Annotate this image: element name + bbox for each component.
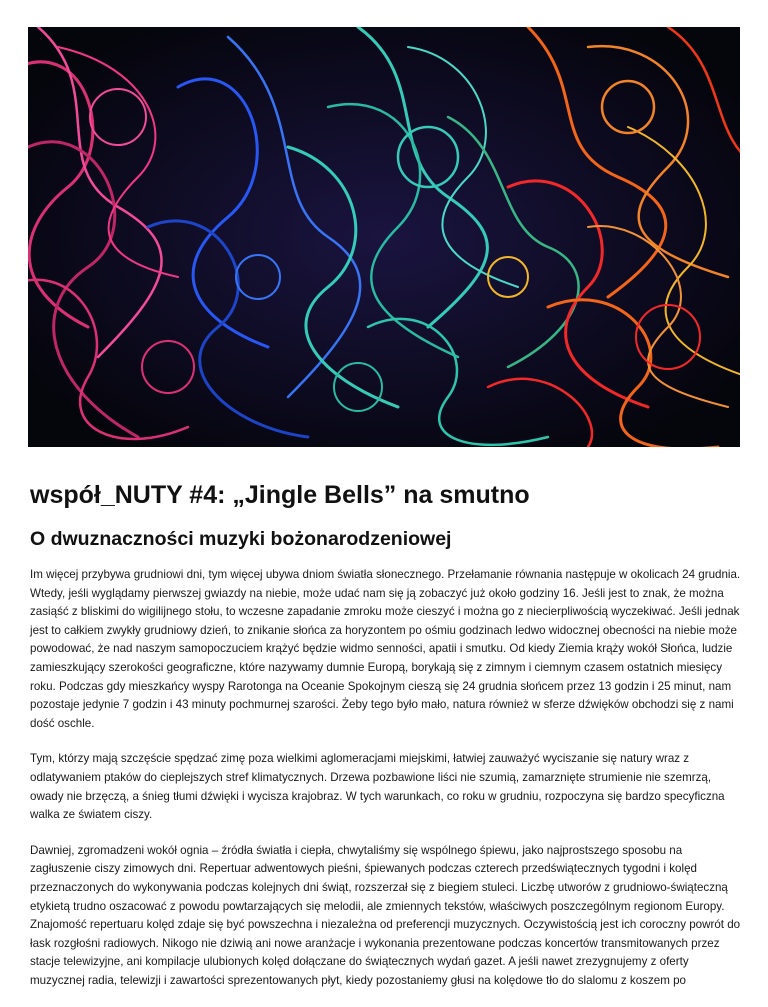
article-subtitle: O dwuznaczności muzyki bożonarodzeniowej — [30, 528, 452, 550]
hero-image — [28, 27, 740, 447]
paragraph: Dawniej, zgromadzeni wokół ognia – źródła światła i ciepła, chwytaliśmy się wspólnego śpiewu, jako najprostszego sposobu na zagłuszenie ciszy zimowych dni. Repertuar adwentowych pieśni, śpiewanych podczas czterech przedświątecznych tygodni i kolęd przeznaczonych do wykonywania podczas kolejnych dni świąt, rozszerzał się z biegiem stuleci. Liczbę utworów z grudniowo-świąteczną etykietą trudno oszacować z powodu powtarzających się melodii, ale zmiennych tekstów, właściwych poszczególnym regionom Europy. Znajomość repertuaru kolęd zdaje się być powszechna i niezależna od preferencji muzycznych. Oczywistością jest ich coroczny powrót do łask rozgłośni radiowych. Nikogo nie dziwią ani nowe aranżacje i wykonania prezentowane podczas koncertów transmitowanych przez stacje telewizyjne, ani kompilacje ulubionych kolęd dołączane do świątecznych wydań gazet. A jeśli nawet zrezygnujemy z oferty muzycznej radia, telewizji i zawartości sprezentowanych płyt, kiedy pozostaniemy głusi na kolędowe tło do slalomu z koszem po — [30, 843, 741, 987]
paragraph: Im więcej przybywa grudniowi dni, tym więcej ubywa dniom światła słonecznego. Przełamanie równania następuje w okolicach 24 grudnia. Wtedy, jeśli wyglądamy pierwszej gwiazdy na niebie, może udać nam się ją zobaczyć już około godziny 16. Jeśli jest to znak, że można zasiąść z bliskimi do wigilijnego stołu, to wczesne zapadanie zmroku może cieszyć i można go z niecierpliwością wyczekiwać. Jeśli jednak jest to całkiem zwykły grudniowy dzień, to znikanie słońca za horyzontem po ośmiu godzinach ledwo widocznej obecności na niebie może powodować, że nad naszym samopoczuciem krążyć będzie widmo senności, apatii i smutku. Od kiedy Ziemia krąży wokół Słońca, ludzie zamieszkujący szerokości geograficzne, które nazywamy dumnie Europą, borykają się z zimnym i ciemnym czasem ostatnich miesięcy roku. Podczas gdy mieszkańcy wyspy Rarotonga na Oceanie Spokojnym cieszą się 24 grudnia słońcem przez 13 godzin i 25 minut, nam pozostaje jedynie 7 godzin i 43 minuty pochmurnej szarości. Żeby tego było mało, natura również w sferze dźwięków obchodzi się z nami dość oschle. — [30, 568, 741, 730]
article — [30, 478, 742, 1007]
article-title: współ_NUTY #4: „Jingle Bells” na smutno — [30, 481, 530, 509]
light-trails-illustration — [28, 27, 740, 447]
paragraph: Tym, którzy mają szczęście spędzać zimę poza wielkimi aglomeracjami miejskimi, łatwiej zauważyć wyciszanie się natury wraz z odlatywaniem ptaków do cieplejszych stref klimatycznych. Drzewa pozbawione liści nie szumią, zamarznięte strumienie nie szemrzą, owady nie brzęczą, a śnieg tłumi dźwięki i wycisza krajobraz. W tych warunkach, co roku w grudniu, rozpoczyna się bardzo specyficzna walka ze światem ciszy. — [30, 752, 725, 822]
